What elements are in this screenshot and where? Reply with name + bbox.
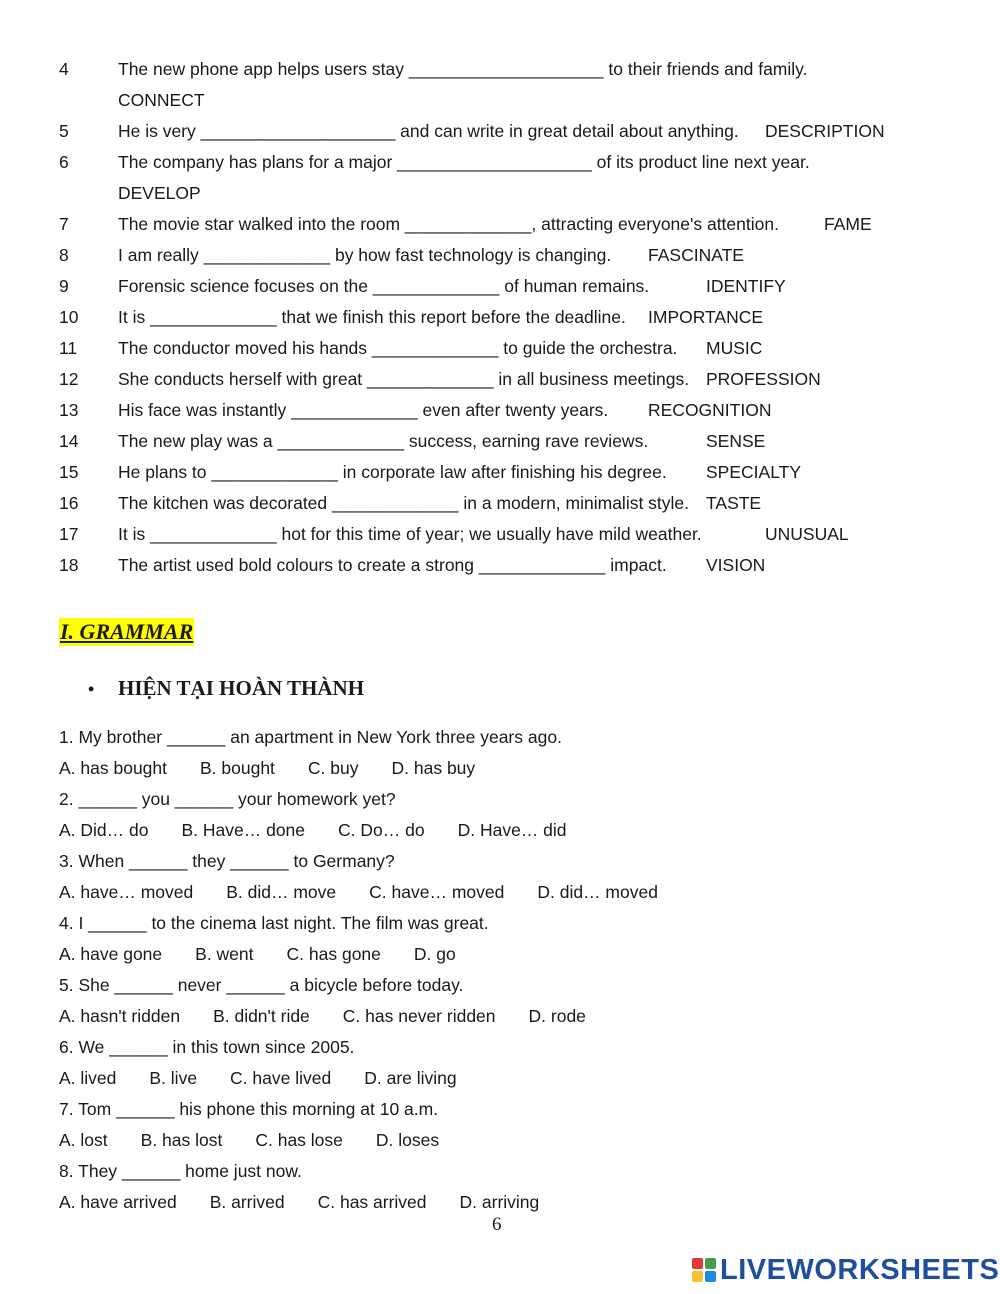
- item-number: 14: [59, 431, 79, 451]
- answer-option[interactable]: A. Did… do: [59, 820, 149, 840]
- question-text: 5. She ______ never ______ a bicycle before today.: [59, 975, 464, 995]
- exercise-item: [0, 209, 1000, 240]
- answer-options: [59, 877, 691, 908]
- question-text: 4. I ______ to the cinema last night. The film was great.: [59, 913, 489, 933]
- answer-option[interactable]: B. arrived: [209, 1192, 285, 1212]
- answer-option[interactable]: C. have lived: [230, 1068, 332, 1088]
- answer-option[interactable]: B. Have… done: [181, 820, 306, 840]
- answer-options: [59, 753, 691, 784]
- item-number: 13: [59, 400, 79, 420]
- answer-option[interactable]: D. go: [413, 944, 456, 964]
- item-number: 8: [59, 245, 69, 265]
- item-sentence: He plans to _____________ in corporate law after finishing his degree.: [118, 462, 667, 482]
- item-sentence: It is _____________ hot for this time of year; we usually have mild weather.: [118, 524, 702, 544]
- answer-option[interactable]: D. arriving: [459, 1192, 540, 1212]
- answer-option[interactable]: A. hasn't ridden: [59, 1006, 181, 1026]
- bullet-icon: •: [88, 679, 95, 699]
- item-keyword: SPECIALTY: [706, 462, 801, 482]
- item-keyword: DEVELOP: [118, 183, 201, 203]
- item-number: 12: [59, 369, 79, 389]
- item-number: 7: [59, 214, 69, 234]
- item-number: 5: [59, 121, 69, 141]
- exercise-item: [0, 488, 1000, 519]
- item-number: 6: [59, 152, 69, 172]
- exercise-item: [0, 519, 1000, 550]
- question-text: 3. When ______ they ______ to Germany?: [59, 851, 395, 871]
- item-sentence: He is very ____________________ and can write in great detail about anything.: [118, 121, 739, 141]
- question-text: 7. Tom ______ his phone this morning at 10 a.m.: [59, 1099, 439, 1119]
- word-formation-list: [0, 54, 1000, 581]
- answer-option[interactable]: B. has lost: [140, 1130, 223, 1150]
- answer-option[interactable]: A. have arrived: [59, 1192, 177, 1212]
- item-sentence: The kitchen was decorated _____________ in a modern, minimalist style.: [118, 493, 690, 513]
- liveworksheets-logo-icon: [692, 1258, 716, 1282]
- answer-option[interactable]: B. did… move: [226, 882, 337, 902]
- logo-square-green: [705, 1258, 716, 1269]
- answer-option[interactable]: C. has gone: [286, 944, 381, 964]
- section-title: I. GRAMMAR: [60, 619, 194, 644]
- answer-option[interactable]: D. Have… did: [457, 820, 567, 840]
- exercise-item: [0, 364, 1000, 395]
- answer-option[interactable]: C. Do… do: [338, 820, 425, 840]
- answer-options: [59, 1001, 691, 1032]
- item-number: 11: [59, 338, 78, 358]
- subsection-title: [88, 674, 364, 703]
- item-number: 16: [59, 493, 79, 513]
- answer-option[interactable]: B. live: [149, 1068, 198, 1088]
- exercise-item: [0, 457, 1000, 488]
- exercise-item-continuation: [0, 178, 1000, 209]
- question-text: 1. My brother ______ an apartment in New York three years ago.: [59, 727, 562, 747]
- item-keyword: PROFESSION: [706, 369, 821, 389]
- answer-options: [59, 1125, 691, 1156]
- answer-option[interactable]: D. are living: [364, 1068, 457, 1088]
- item-number: 10: [59, 307, 79, 327]
- answer-option[interactable]: A. lived: [59, 1068, 117, 1088]
- item-keyword: VISION: [706, 555, 766, 575]
- exercise-item: [0, 550, 1000, 581]
- answer-option[interactable]: D. loses: [375, 1130, 440, 1150]
- item-sentence: The new phone app helps users stay ____________________ to their friends and family.: [118, 59, 808, 79]
- answer-option[interactable]: A. has bought: [59, 758, 167, 778]
- exercise-item: [0, 333, 1000, 364]
- item-keyword: IMPORTANCE: [648, 307, 764, 327]
- answer-options: [59, 1187, 691, 1218]
- question-text: 8. They ______ home just now.: [59, 1161, 302, 1181]
- logo-square-yellow: [692, 1271, 703, 1282]
- item-keyword: RECOGNITION: [648, 400, 772, 420]
- exercise-item: [0, 54, 1000, 85]
- exercise-item: [0, 147, 1000, 178]
- item-keyword: CONNECT: [118, 90, 205, 110]
- item-sentence: I am really _____________ by how fast technology is changing.: [118, 245, 612, 265]
- item-sentence: Forensic science focuses on the _____________ of human remains.: [118, 276, 650, 296]
- item-number: 17: [59, 524, 79, 544]
- multiple-choice-list: [59, 722, 691, 1218]
- answer-option[interactable]: C. buy: [307, 758, 359, 778]
- answer-option[interactable]: B. bought: [200, 758, 275, 778]
- answer-option[interactable]: B. didn't ride: [213, 1006, 310, 1026]
- item-keyword: DESCRIPTION: [765, 121, 885, 141]
- item-number: 9: [59, 276, 69, 296]
- question-text: 2. ______ you ______ your homework yet?: [59, 789, 396, 809]
- item-sentence: The new play was a _____________ success, earning rave reviews.: [118, 431, 649, 451]
- exercise-item: [0, 240, 1000, 271]
- exercise-item-continuation: [0, 85, 1000, 116]
- answer-option[interactable]: C. has lose: [255, 1130, 343, 1150]
- logo-text: LIVEWORKSHEETS: [720, 1253, 1000, 1286]
- item-keyword: UNUSUAL: [765, 524, 849, 544]
- item-number: 18: [59, 555, 79, 575]
- answer-option[interactable]: D. has buy: [391, 758, 476, 778]
- item-number: 15: [59, 462, 79, 482]
- answer-options: [59, 815, 691, 846]
- item-sentence: The movie star walked into the room _____________, attracting everyone's attention.: [118, 214, 779, 234]
- answer-options: [59, 939, 691, 970]
- item-sentence: The company has plans for a major ____________________ of its product line next year.: [118, 152, 810, 172]
- answer-option[interactable]: A. have… moved: [59, 882, 194, 902]
- answer-option[interactable]: A. lost: [59, 1130, 108, 1150]
- logo-square-red: [692, 1258, 703, 1269]
- exercise-item: [0, 116, 1000, 147]
- answer-option[interactable]: A. have gone: [59, 944, 163, 964]
- question-text: 6. We ______ in this town since 2005.: [59, 1037, 355, 1057]
- item-keyword: SENSE: [706, 431, 766, 451]
- page-number: 6: [492, 1214, 502, 1235]
- exercise-item: [0, 426, 1000, 457]
- answer-option[interactable]: C. have… moved: [369, 882, 505, 902]
- exercise-item: [0, 271, 1000, 302]
- answer-option[interactable]: D. did… moved: [537, 882, 658, 902]
- item-sentence: It is _____________ that we finish this report before the deadline.: [118, 307, 626, 327]
- item-sentence: The conductor moved his hands _____________ to guide the orchestra.: [118, 338, 678, 358]
- answer-option[interactable]: C. has arrived: [317, 1192, 427, 1212]
- item-sentence: His face was instantly _____________ even after twenty years.: [118, 400, 609, 420]
- exercise-item: [0, 395, 1000, 426]
- item-sentence: The artist used bold colours to create a strong _____________ impact.: [118, 555, 667, 575]
- item-sentence: She conducts herself with great _____________ in all business meetings.: [118, 369, 690, 389]
- item-keyword: MUSIC: [706, 338, 763, 358]
- logo-square-blue: [705, 1271, 716, 1282]
- item-keyword: FASCINATE: [648, 245, 744, 265]
- subsection-title-text: HIỆN TẠI HOÀN THÀNH: [118, 676, 365, 700]
- answer-option[interactable]: D. rode: [528, 1006, 586, 1026]
- answer-option[interactable]: C. has never ridden: [342, 1006, 496, 1026]
- item-keyword: IDENTIFY: [706, 276, 786, 296]
- exercise-item: [0, 302, 1000, 333]
- item-keyword: TASTE: [706, 493, 762, 513]
- item-number: 4: [59, 59, 69, 79]
- answer-options: [59, 1063, 691, 1094]
- liveworksheets-logo[interactable]: [692, 1254, 999, 1286]
- item-keyword: FAME: [824, 214, 872, 234]
- answer-option[interactable]: B. went: [195, 944, 254, 964]
